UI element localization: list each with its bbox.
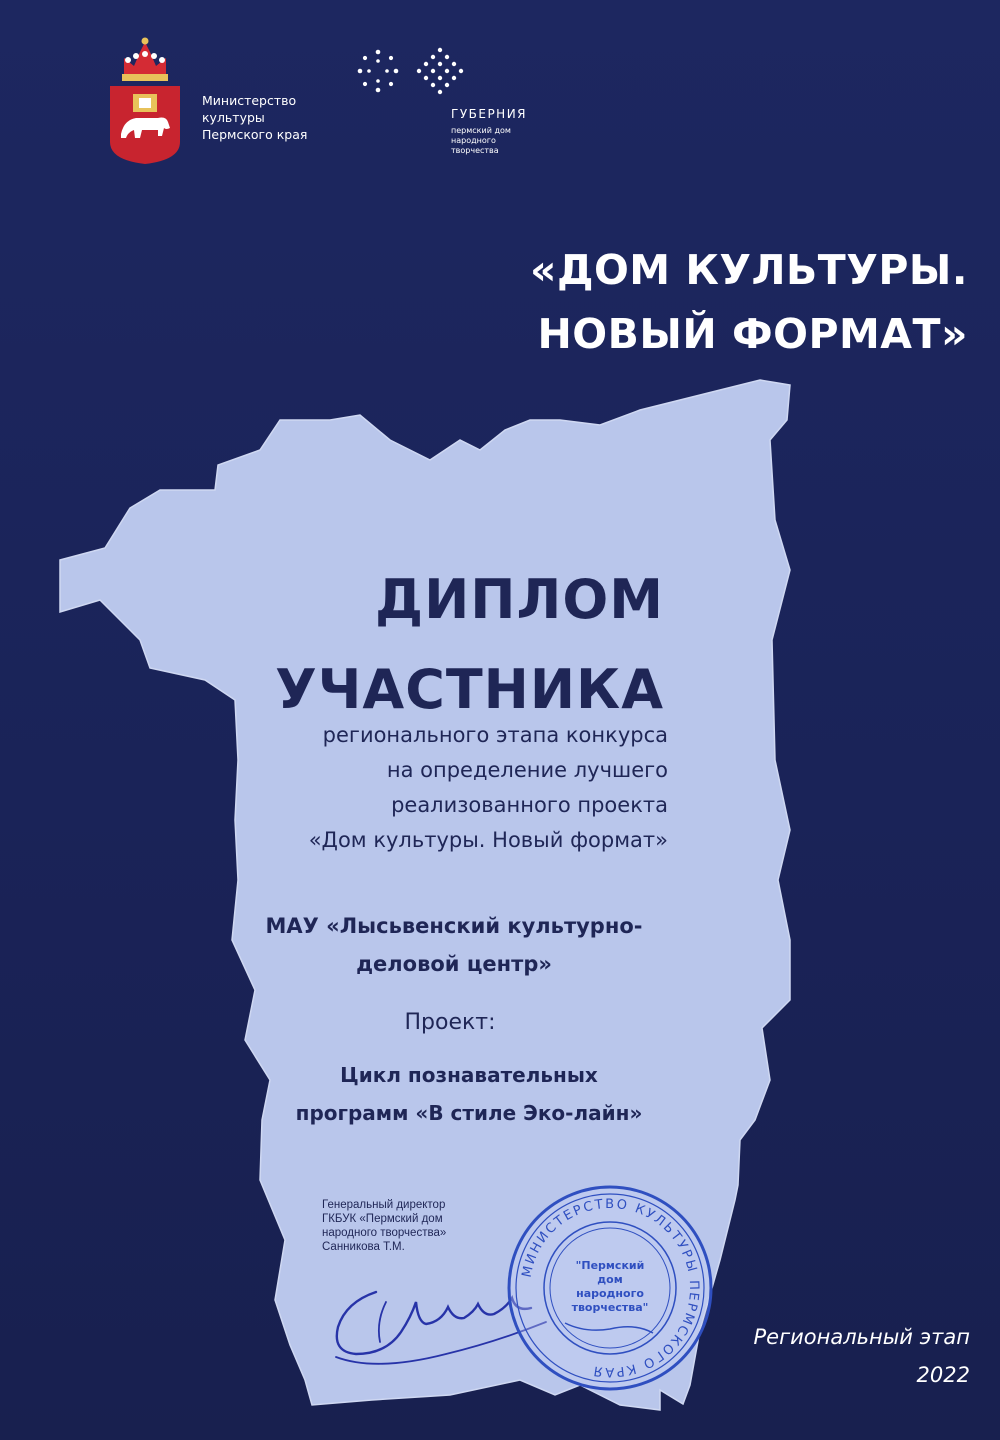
project-name xyxy=(240,1056,698,1132)
project-label: Проект: xyxy=(404,1010,496,1035)
diploma-heading-line-2: УЧАСТНИКА xyxy=(275,658,664,721)
diploma-description xyxy=(200,718,668,858)
guberniya-name: ГУБЕРНИЯ xyxy=(451,107,528,121)
diploma-heading xyxy=(250,555,664,735)
diploma-heading-line-1: ДИПЛОМ xyxy=(375,568,664,631)
guberniya-diamond-icon xyxy=(417,48,463,94)
guberniya-sub-line-3: творчества xyxy=(451,146,499,155)
stamp-center-line-2: дом xyxy=(597,1273,623,1286)
signatory-line-3: народного творчества» xyxy=(322,1227,447,1239)
signatory-block xyxy=(322,1198,446,1254)
project-line-2: программ «В стиле Эко-лайн» xyxy=(295,1101,643,1125)
organization-name xyxy=(200,907,708,983)
stamp-center-line-3: народного xyxy=(576,1287,644,1300)
diploma-desc-line-3: реализованного проекта xyxy=(391,793,668,817)
ministry-line-1: Министерство xyxy=(202,93,297,108)
signatory-line-1: Генеральный директор xyxy=(322,1199,446,1211)
guberniya-logo xyxy=(356,46,468,98)
ministry-name xyxy=(202,92,307,143)
stamp-icon xyxy=(505,1183,715,1393)
diploma-desc-line-4: «Дом культуры. Новый формат» xyxy=(308,828,668,852)
org-line-2: деловой центр» xyxy=(356,952,552,976)
guberniya-sub-line-1: пермский дом xyxy=(451,126,511,135)
guberniya-subtitle xyxy=(451,126,511,156)
stage-label xyxy=(753,1318,970,1394)
stamp-center-line-1: "Пермский xyxy=(575,1259,645,1272)
diploma-desc-line-2: на определение лучшего xyxy=(386,758,668,782)
stage-line-1: Региональный этап xyxy=(753,1325,970,1349)
signatory-line-2: ГКБУК «Пермский дом xyxy=(322,1213,443,1225)
stamp-center-line-4: творчества" xyxy=(571,1301,649,1314)
org-line-1: МАУ «Лысьвенский культурно- xyxy=(265,914,643,938)
guberniya-sub-line-2: народного xyxy=(451,136,496,145)
coat-of-arms-icon xyxy=(106,36,184,164)
stage-year: 2022 xyxy=(916,1363,970,1387)
signatory-line-4: Санникова Т.М. xyxy=(322,1241,405,1253)
stamp-ring-text: МИНИСТЕРСТВО КУЛЬТУРЫ ПЕРМСКОГО КРАЯ xyxy=(519,1196,702,1380)
project-line-1: Цикл познавательных xyxy=(340,1063,598,1087)
contest-title xyxy=(530,238,968,366)
guberniya-sparkle-icon xyxy=(358,50,399,93)
diploma-desc-line-1: регионального этапа конкурса xyxy=(322,723,668,747)
contest-title-line-2: НОВЫЙ ФОРМАТ» xyxy=(537,310,968,358)
contest-title-line-1: «ДОМ КУЛЬТУРЫ. xyxy=(529,246,968,294)
ministry-line-3: Пермского края xyxy=(202,127,308,142)
ministry-line-2: культуры xyxy=(202,110,265,125)
